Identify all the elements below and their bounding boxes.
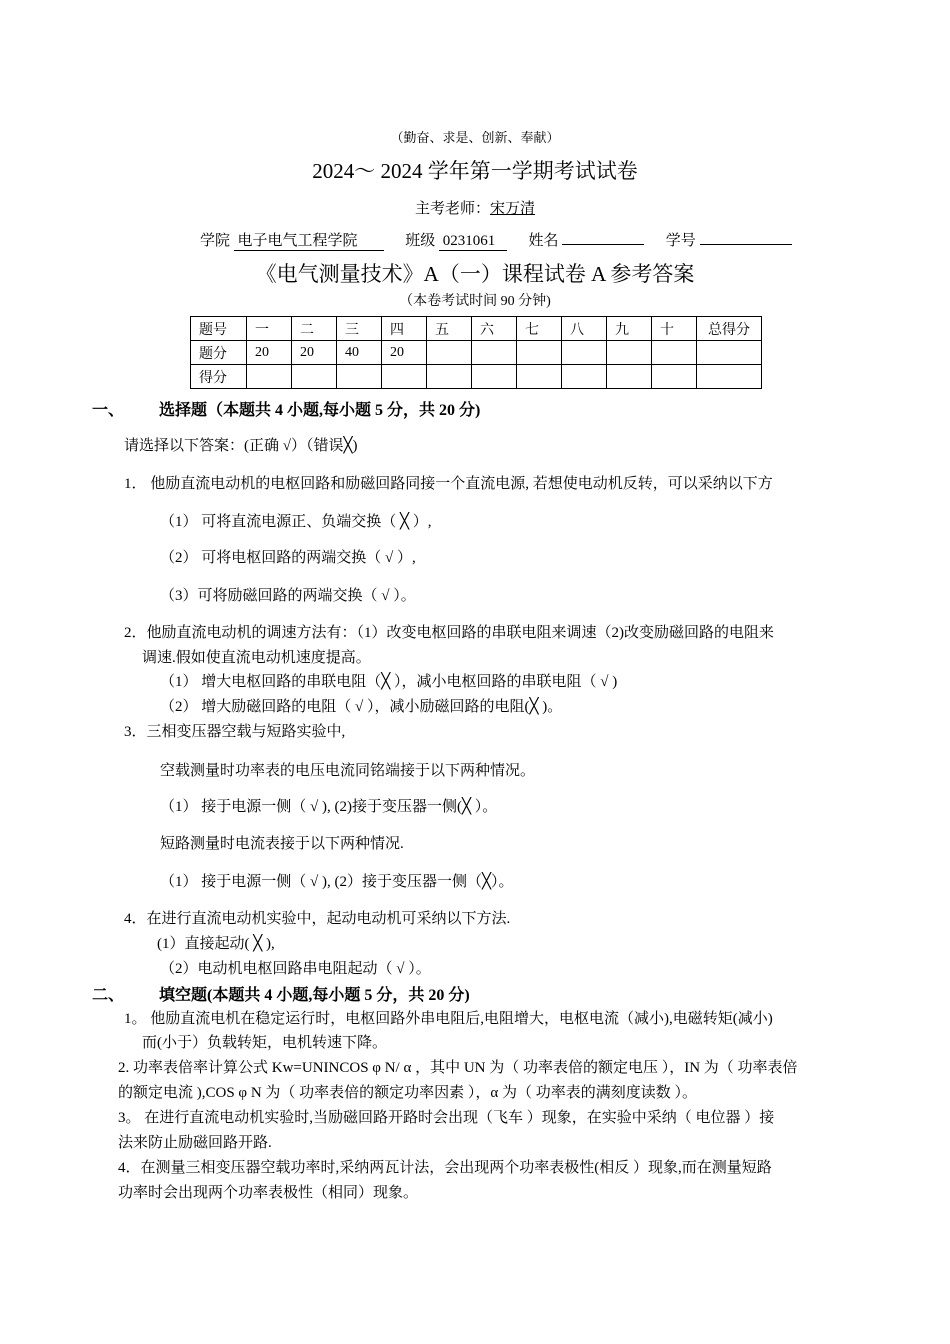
table-cell: [292, 365, 337, 389]
table-cell: 得分: [191, 365, 247, 389]
question-2-stem-line-1: 2．他励直流电动机的调速方法有：（1）改变电枢回路的串联电阻来调速（2)改变励磁回路的电阻来: [124, 625, 774, 641]
exam-title: 2024～ 2024 学年第一学期考试试卷: [312, 159, 638, 183]
fill-question-2-line-2: 的额定电流 ),COS φ N 为（ 功率表倍的额定功率因素 ），α 为（ 功率表的满刻度读数 ）。: [118, 1085, 698, 1101]
table-cell: 总得分: [697, 317, 762, 341]
fill-question-3-line-1: 3。 在进行直流电动机实验时,当励磁回路开路时会出现（飞车 ）现象，在实验中采纳（ 电位器 ）接: [118, 1110, 775, 1126]
table-cell: 20: [382, 341, 427, 365]
question-3-part-1: 空载测量时功率表的电压电流同铭端接于以下两种情况。: [160, 763, 536, 779]
table-cell: 八: [562, 317, 607, 341]
table-cell: 20: [247, 341, 292, 365]
table-cell: [517, 365, 562, 389]
table-cell: 题分: [191, 341, 247, 365]
question-2-stem-line-2: 调速.假如使直流电动机速度提高。: [142, 650, 371, 666]
table-cell: 三: [337, 317, 382, 341]
section-title: 选择题（本题共 4 小题,每小题 5 分，共 20 分): [159, 402, 481, 419]
table-cell: 七: [517, 317, 562, 341]
question-2-option-2: （2） 增大励磁回路的电阻（ √ ），减小励磁回路的电阻(╳ )。: [160, 699, 563, 715]
fill-question-1-line-1: 1。 他励直流电机在稳定运行时，电枢回路外串电阻后,电阻增大，电枢电流（减小),电磁转矩(减小): [124, 1011, 773, 1027]
table-cell: 40: [337, 341, 382, 365]
table-cell: [472, 365, 517, 389]
question-4-stem: 4．在进行直流电动机实验中，起动电动机可采纳以下方法.: [124, 911, 511, 927]
table-cell: [697, 365, 762, 389]
score-header-row: [191, 317, 762, 341]
section-number: 二、: [92, 987, 125, 1004]
table-cell: 一: [247, 317, 292, 341]
question-1-option-1: （1） 可将直流电源正、负端交换（ ╳ ）,: [160, 514, 432, 530]
question-4-option-2: （2）电动机电枢回路串电阻起动（ √ ）。: [160, 961, 431, 977]
section-title: 填空题(本题共 4 小题,每小题 5 分，共 20 分): [159, 987, 470, 1004]
question-1-option-2: （2） 可将电枢回路的两端交换（ √ ）,: [160, 550, 416, 566]
table-cell: 四: [382, 317, 427, 341]
score-earned-row: [191, 365, 762, 389]
table-cell: 十: [652, 317, 697, 341]
table-cell: 题号: [191, 317, 247, 341]
table-cell: [562, 365, 607, 389]
table-cell: [472, 341, 517, 365]
fill-question-4-line-2: 功率时会出现两个功率表极性（相同）现象。: [118, 1185, 419, 1201]
table-cell: [697, 341, 762, 365]
score-table: [190, 316, 762, 389]
name-label: 姓名: [528, 233, 559, 249]
question-1-stem: 1． 他励直流电动机的电枢回路和励磁回路同接一个直流电源, 若想使电动机反转，可以采纳以下方: [124, 476, 773, 492]
motto: （勤奋、求是、创新、奉献）: [390, 130, 560, 145]
question-4-option-1: (1）直接起动( ╳ ),: [157, 936, 275, 952]
fill-question-2-line-1: 2. 功率表倍率计算公式 Kw=UNINCOS φ N/ α ，其中 UN 为（ 功率表倍的额定电压 ），IN 为（ 功率表倍: [118, 1060, 798, 1076]
table-cell: [427, 341, 472, 365]
table-cell: 20: [292, 341, 337, 365]
fill-question-3-line-2: 法来防止励磁回路开路.: [118, 1135, 272, 1151]
table-cell: [652, 365, 697, 389]
course-title: 《电气测量技术》A（一）课程试卷 A 参考答案: [255, 262, 695, 286]
question-1-option-3: （3）可将励磁回路的两端交换（ √ ）。: [160, 588, 416, 604]
table-cell: 五: [427, 317, 472, 341]
table-cell: [337, 365, 382, 389]
table-cell: [652, 341, 697, 365]
question-2-option-1: （1） 增大电枢回路的串联电阻（╳ ），减小电枢回路的串联电阻（ √ ): [160, 674, 618, 690]
question-3-part-2-options: （1） 接于电源一侧（ √ ), (2）接于变压器一侧（╳）。: [160, 874, 514, 890]
college-label: 学院: [200, 233, 231, 249]
score-points-row: [191, 341, 762, 365]
examiner-name: 宋万清: [490, 201, 536, 217]
table-cell: [607, 365, 652, 389]
id-field: [700, 244, 792, 245]
exam-duration: （本卷考试时间 90 分钟): [399, 294, 551, 309]
table-cell: [427, 365, 472, 389]
examiner-label: 主考老师：: [414, 201, 490, 217]
table-cell: [517, 341, 562, 365]
class-field: 0231061: [439, 233, 507, 251]
question-3-part-1-options: （1） 接于电源一侧（ √ ), (2)接于变压器一侧(╳ ）。: [160, 799, 498, 815]
table-cell: 二: [292, 317, 337, 341]
id-label: 学号: [665, 233, 696, 249]
table-cell: [382, 365, 427, 389]
table-cell: [562, 341, 607, 365]
table-cell: 九: [607, 317, 652, 341]
table-cell: [247, 365, 292, 389]
section-number: 一、: [92, 402, 125, 419]
table-cell: 六: [472, 317, 517, 341]
examiner-line: [0, 197, 950, 218]
class-label: 班级: [405, 233, 436, 249]
fill-question-1-line-2: 而(小于）负载转矩，电机转速下降。: [142, 1035, 387, 1051]
college-field: 电子电气工程学院: [234, 233, 384, 251]
question-3-part-2: 短路测量时电流表接于以下两种情况.: [160, 836, 404, 852]
table-cell: [607, 341, 652, 365]
name-field: [562, 244, 644, 245]
student-info-line: [200, 229, 792, 251]
fill-question-4-line-1: 4．在测量三相变压器空载功率时,采纳两瓦计法，会出现两个功率表极性(相反 ）现象,而在测量短路: [118, 1160, 772, 1176]
instruction-text: 请选择以下答案：(正确 √）（错误╳): [124, 438, 358, 454]
question-3-stem: 3．三相变压器空载与短路实验中,: [124, 724, 346, 740]
